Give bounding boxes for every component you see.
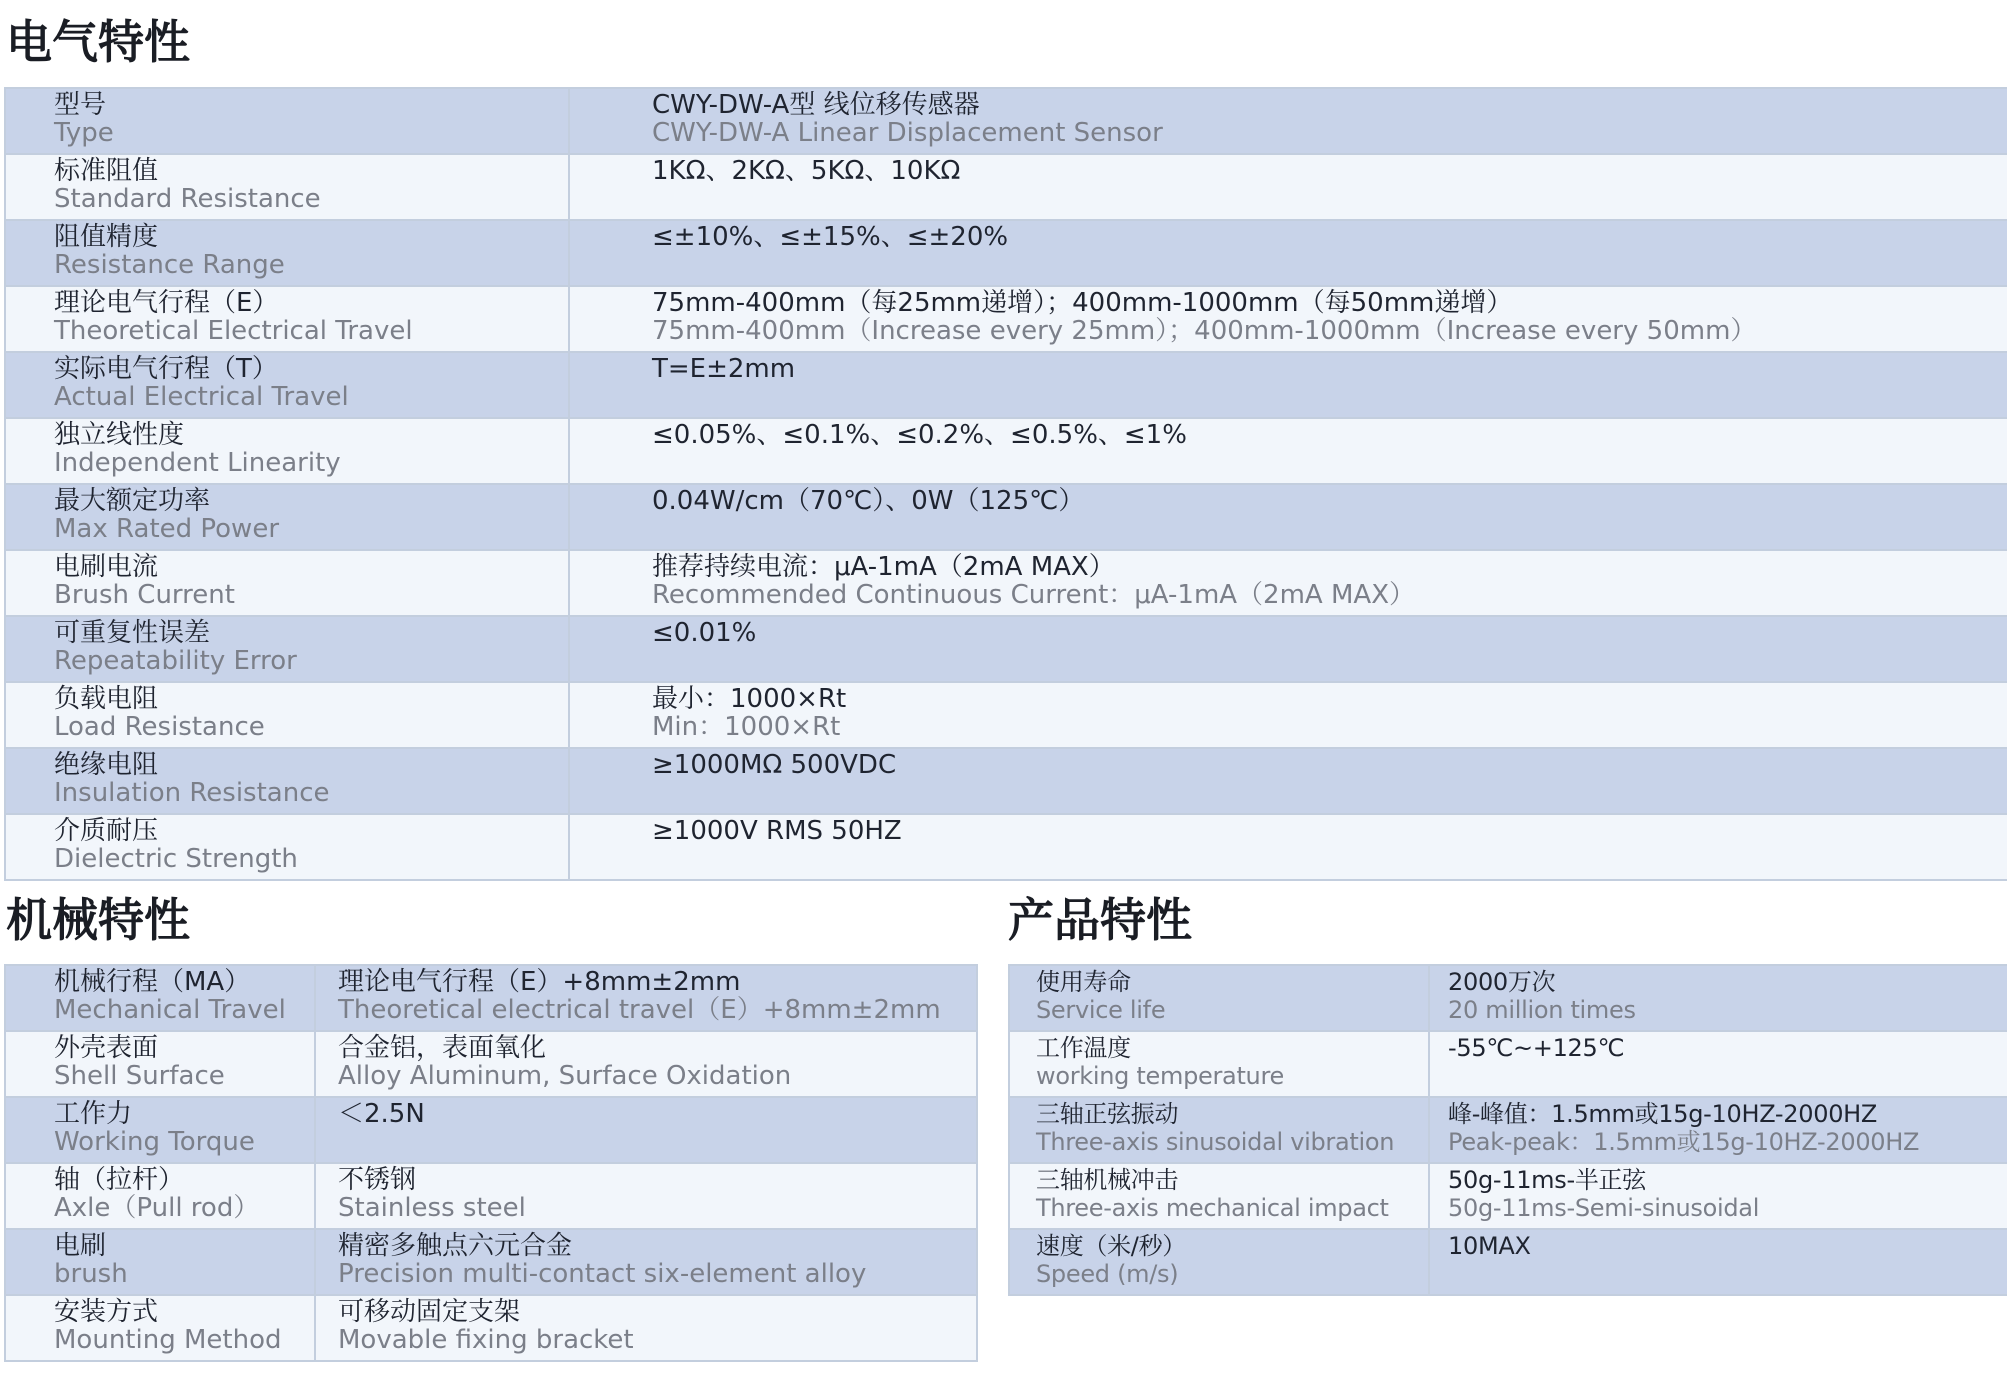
- spec-value-cell: [569, 286, 2007, 352]
- table-row: [5, 550, 2007, 616]
- spec-label-en: Three-axis sinusoidal vibration: [1036, 1128, 1395, 1156]
- spec-label-cell: [5, 1229, 315, 1295]
- spec-value-en: Peak-peak：1.5mm或15g-10HZ-2000HZ: [1448, 1128, 1920, 1156]
- spec-value-cell: [569, 418, 2007, 484]
- spec-value-cell: [569, 220, 2007, 286]
- spec-label-en: Axle（Pull rod）: [54, 1193, 260, 1223]
- spec-label-en: Mounting Method: [54, 1325, 282, 1355]
- table-row: [5, 748, 2007, 814]
- table-row: [5, 1031, 977, 1097]
- spec-value-zh: 50g-11ms-半正弦: [1448, 1166, 1646, 1194]
- spec-value-zh: 1KΩ、2KΩ、5KΩ、10KΩ: [652, 156, 961, 186]
- table-row: [5, 616, 2007, 682]
- spec-label-zh: 独立线性度: [54, 420, 185, 450]
- spec-value-zh: -55℃~+125℃: [1448, 1034, 1625, 1062]
- table-row: [1009, 1031, 2007, 1097]
- spec-value-zh: ≤0.01%: [652, 618, 757, 648]
- spec-label-zh: 外壳表面: [54, 1033, 159, 1063]
- table-row: [1009, 1229, 2007, 1295]
- spec-label-en: Theoretical Electrical Travel: [54, 316, 413, 346]
- spec-label-zh: 型号: [54, 90, 107, 120]
- spec-value-zh: 10MAX: [1448, 1232, 1531, 1260]
- spec-label-cell: [5, 220, 569, 286]
- spec-value-zh: 精密多触点六元合金: [338, 1231, 573, 1261]
- spec-label-en: Mechanical Travel: [54, 995, 286, 1025]
- product-spec-table: [1008, 964, 2007, 1296]
- spec-value-en: Precision multi-contact six-element alloy: [338, 1259, 867, 1289]
- table-row: [5, 814, 2007, 880]
- spec-label-zh: 速度（米/秒）: [1036, 1232, 1186, 1260]
- mechanical-spec-table: [4, 964, 978, 1362]
- table-row: [5, 286, 2007, 352]
- spec-label-en: Independent Linearity: [54, 448, 341, 478]
- spec-value-zh: 2000万次: [1448, 968, 1556, 996]
- table-row: [1009, 1163, 2007, 1229]
- spec-label-en: Actual Electrical Travel: [54, 382, 349, 412]
- spec-value-cell: [315, 1097, 977, 1163]
- spec-value-zh: 可移动固定支架: [338, 1297, 521, 1327]
- spec-value-en: 50g-11ms-Semi-sinusoidal: [1448, 1194, 1760, 1222]
- electrical-title: 电气特性: [6, 15, 190, 69]
- spec-label-zh: 负载电阻: [54, 684, 159, 714]
- spec-value-en: Stainless steel: [338, 1193, 526, 1223]
- spec-label-zh: 轴（拉杆）: [54, 1165, 185, 1195]
- spec-value-zh: 75mm-400mm（每25mm递增）；400mm-1000mm（每50mm递增）: [652, 288, 1513, 318]
- spec-label-zh: 电刷电流: [54, 552, 159, 582]
- spec-label-cell: [5, 484, 569, 550]
- spec-label-zh: 工作温度: [1036, 1034, 1131, 1062]
- spec-label-en: Standard Resistance: [54, 184, 321, 214]
- spec-value-cell: [315, 965, 977, 1031]
- spec-value-cell: [315, 1163, 977, 1229]
- table-row: [5, 418, 2007, 484]
- product-title: 产品特性: [1008, 893, 1192, 947]
- table-row: [5, 965, 977, 1031]
- spec-label-en: Service life: [1036, 996, 1166, 1024]
- spec-value-zh: 推荐持续电流：μA-1mA（2mA MAX）: [652, 552, 1115, 582]
- spec-label-en: Max Rated Power: [54, 514, 280, 544]
- spec-value-en: Theoretical electrical travel（E）+8mm±2mm: [338, 995, 941, 1025]
- spec-label-cell: [5, 352, 569, 418]
- spec-label-en: Load Resistance: [54, 712, 265, 742]
- spec-value-cell: [315, 1031, 977, 1097]
- table-row: [1009, 1097, 2007, 1163]
- table-row: [5, 352, 2007, 418]
- spec-label-en: Working Torque: [54, 1127, 255, 1157]
- spec-value-en: 20 million times: [1448, 996, 1636, 1024]
- spec-value-zh: ≤±10%、≤±15%、≤±20%: [652, 222, 1009, 252]
- spec-value-zh: 合金铝，表面氧化: [338, 1033, 547, 1063]
- spec-value-cell: [569, 814, 2007, 880]
- spec-value-zh: ＜2.5N: [338, 1099, 425, 1129]
- spec-label-zh: 最大额定功率: [54, 486, 211, 516]
- spec-label-en: Speed (m/s): [1036, 1260, 1179, 1288]
- spec-value-cell: [569, 550, 2007, 616]
- spec-label-zh: 标准阻值: [54, 156, 159, 186]
- spec-label-cell: [1009, 1097, 1429, 1163]
- mechanical-title: 机械特性: [6, 893, 190, 947]
- spec-label-zh: 可重复性误差: [54, 618, 211, 648]
- spec-label-zh: 工作力: [54, 1099, 133, 1129]
- spec-value-en: Movable fixing bracket: [338, 1325, 634, 1355]
- spec-label-cell: [5, 154, 569, 220]
- spec-label-en: working temperature: [1036, 1062, 1284, 1090]
- spec-value-en: Alloy Aluminum, Surface Oxidation: [338, 1061, 792, 1091]
- spec-label-en: Shell Surface: [54, 1061, 225, 1091]
- spec-label-en: brush: [54, 1259, 128, 1289]
- spec-value-en: 75mm-400mm（Increase every 25mm）；400mm-1000mm（Increase every 50mm）: [652, 316, 1757, 346]
- spec-value-cell: [1429, 1031, 2007, 1097]
- spec-label-en: Repeatability Error: [54, 646, 297, 676]
- spec-value-cell: [569, 352, 2007, 418]
- table-row: [1009, 965, 2007, 1031]
- table-row: [5, 1163, 977, 1229]
- spec-value-en: CWY-DW-A Linear Displacement Sensor: [652, 118, 1163, 148]
- spec-value-zh: 理论电气行程（E）+8mm±2mm: [338, 967, 741, 997]
- spec-label-cell: [1009, 1163, 1429, 1229]
- spec-value-zh: 0.04W/cm（70℃）、0W（125℃）: [652, 486, 1085, 516]
- spec-label-zh: 绝缘电阻: [54, 750, 159, 780]
- spec-value-zh: ≥1000MΩ 500VDC: [652, 750, 897, 780]
- spec-label-cell: [5, 814, 569, 880]
- table-row: [5, 220, 2007, 286]
- table-row: [5, 1097, 977, 1163]
- spec-label-cell: [5, 550, 569, 616]
- table-row: [5, 1229, 977, 1295]
- spec-value-cell: [1429, 1229, 2007, 1295]
- spec-label-zh: 三轴正弦振动: [1036, 1100, 1179, 1128]
- spec-value-zh: CWY-DW-A型 线位移传感器: [652, 90, 980, 120]
- spec-label-en: Brush Current: [54, 580, 235, 610]
- spec-value-zh: ≥1000V RMS 50HZ: [652, 816, 902, 846]
- spec-label-cell: [5, 1097, 315, 1163]
- electrical-spec-table: [4, 87, 2007, 881]
- spec-label-cell: [5, 748, 569, 814]
- spec-label-cell: [5, 418, 569, 484]
- spec-value-zh: 峰-峰值：1.5mm或15g-10HZ-2000HZ: [1448, 1100, 1878, 1128]
- spec-value-cell: [1429, 965, 2007, 1031]
- spec-value-cell: [315, 1295, 977, 1361]
- spec-value-en: Min：1000×Rt: [652, 712, 841, 742]
- table-row: [5, 484, 2007, 550]
- table-row: [5, 682, 2007, 748]
- spec-value-cell: [569, 682, 2007, 748]
- spec-value-zh: 不锈钢: [338, 1165, 417, 1195]
- spec-label-zh: 安装方式: [54, 1297, 159, 1327]
- spec-value-zh: 最小：1000×Rt: [652, 684, 847, 714]
- spec-label-zh: 实际电气行程（T）: [54, 354, 278, 384]
- spec-label-cell: [5, 682, 569, 748]
- spec-label-cell: [5, 616, 569, 682]
- spec-label-zh: 阻值精度: [54, 222, 159, 252]
- spec-label-zh: 使用寿命: [1036, 968, 1131, 996]
- spec-label-cell: [5, 1295, 315, 1361]
- spec-label-en: Three-axis mechanical impact: [1036, 1194, 1389, 1222]
- table-row: [5, 154, 2007, 220]
- spec-value-cell: [569, 484, 2007, 550]
- spec-label-zh: 介质耐压: [54, 816, 159, 846]
- spec-label-cell: [1009, 965, 1429, 1031]
- spec-value-cell: [569, 154, 2007, 220]
- spec-value-zh: ≤0.05%、≤0.1%、≤0.2%、≤0.5%、≤1%: [652, 420, 1187, 450]
- spec-value-cell: [1429, 1163, 2007, 1229]
- spec-label-en: Insulation Resistance: [54, 778, 330, 808]
- spec-label-zh: 电刷: [54, 1231, 107, 1261]
- spec-label-cell: [5, 286, 569, 352]
- spec-label-cell: [1009, 1229, 1429, 1295]
- spec-label-cell: [5, 1163, 315, 1229]
- spec-value-cell: [1429, 1097, 2007, 1163]
- spec-value-cell: [569, 616, 2007, 682]
- spec-label-en: Type: [54, 118, 114, 148]
- spec-label-cell: [1009, 1031, 1429, 1097]
- spec-label-cell: [5, 88, 569, 154]
- spec-label-cell: [5, 965, 315, 1031]
- table-row: [5, 1295, 977, 1361]
- spec-value-cell: [569, 88, 2007, 154]
- spec-label-zh: 理论电气行程（E）: [54, 288, 279, 318]
- spec-label-zh: 三轴机械冲击: [1036, 1166, 1179, 1194]
- spec-label-zh: 机械行程（MA）: [54, 967, 251, 997]
- spec-label-cell: [5, 1031, 315, 1097]
- spec-label-en: Dielectric Strength: [54, 844, 298, 874]
- spec-label-en: Resistance Range: [54, 250, 285, 280]
- spec-value-cell: [569, 748, 2007, 814]
- spec-value-en: Recommended Continuous Current：μA-1mA（2mA MAX）: [652, 580, 1416, 610]
- spec-value-cell: [315, 1229, 977, 1295]
- table-row: [5, 88, 2007, 154]
- spec-value-zh: T=E±2mm: [652, 354, 796, 384]
